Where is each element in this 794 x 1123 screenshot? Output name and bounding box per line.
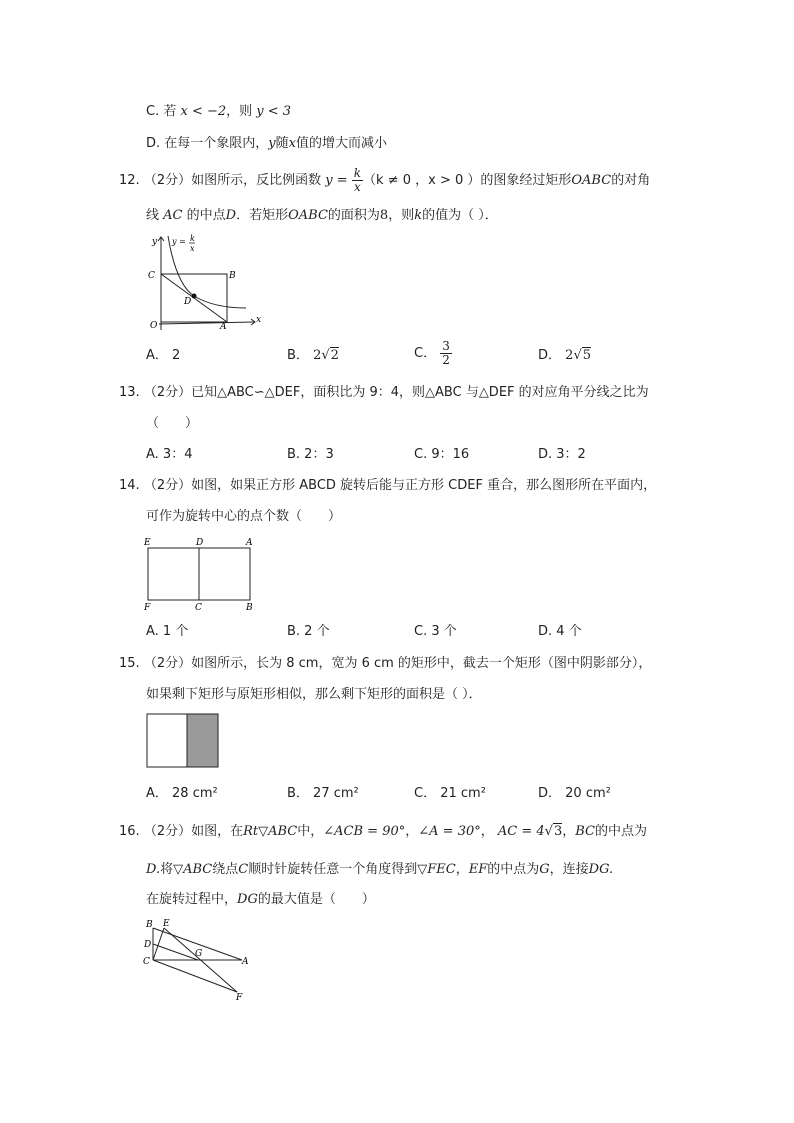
q12-option-b[interactable] bbox=[287, 346, 339, 366]
q12-label-x: x bbox=[256, 315, 262, 325]
q16-stem-line3 bbox=[146, 890, 375, 910]
q12-condition: （k ≠ 0 ，x > 0 ）的图象经过矩形 bbox=[363, 173, 572, 188]
q12-label-fk: k bbox=[190, 234, 195, 243]
q13-stem bbox=[119, 383, 649, 403]
q14-figure bbox=[140, 534, 260, 614]
q12-option-b-coef: 2 bbox=[313, 348, 322, 363]
q16-tri2: ▽FEC bbox=[417, 862, 456, 877]
q15-shaded-region bbox=[187, 714, 218, 767]
q16-label-b: B bbox=[146, 920, 153, 930]
q12-option-a[interactable] bbox=[146, 346, 180, 366]
q14-label-d: D bbox=[196, 538, 204, 548]
q16-l3-a: 在旋转过程中， bbox=[146, 892, 238, 907]
q11-option-c-math2: y < 3 bbox=[256, 104, 292, 119]
q16-rt: Rt▽ABC bbox=[243, 824, 298, 839]
q13-number: 13. bbox=[119, 385, 140, 400]
q12-label-y: y bbox=[152, 237, 158, 247]
q12-point-d bbox=[192, 294, 197, 299]
q12-label-b: B bbox=[229, 271, 236, 281]
q12-l2c: ．若矩形 bbox=[236, 208, 289, 223]
q16-ac: AC = 4 bbox=[497, 824, 545, 839]
q16-number: 16. bbox=[119, 824, 140, 839]
q16-angle2: ∠A = 30° bbox=[418, 824, 481, 839]
q14-option-b[interactable]: B. 2 个 bbox=[287, 624, 330, 639]
q13-option-c[interactable]: C. 9：16 bbox=[414, 447, 470, 462]
q16-l2-c: 顺时针旋转任意一个角度得到 bbox=[248, 862, 418, 877]
q16-ac-rad: 3 bbox=[553, 824, 563, 839]
q11-option-d-y: y bbox=[268, 136, 276, 151]
q16-tri: ▽ABC bbox=[173, 862, 213, 877]
q12-func-den: x bbox=[354, 180, 361, 194]
q15-number: 15. bbox=[119, 656, 140, 671]
q16-bc: BC bbox=[575, 824, 596, 839]
q12-l2e: ，则 bbox=[388, 208, 415, 223]
q12-area: 8 bbox=[379, 208, 389, 223]
q12-option-b-value: 2√2 bbox=[313, 348, 339, 363]
q13-text: （2分）已知△ABC∽△DEF，面积比为 9：4，则△ABC 与△DEF 的对应角平分线之比为 bbox=[143, 385, 649, 400]
q12-ac: AC bbox=[163, 208, 183, 223]
q12-func-fraction bbox=[352, 167, 363, 194]
q16-sep: ， bbox=[405, 824, 419, 839]
q12-label-c: C bbox=[148, 271, 155, 281]
q16-l2-d: D. bbox=[146, 862, 161, 877]
q11-option-c-label: C. 若 bbox=[146, 104, 177, 119]
q12-l2d: 的面积为 bbox=[327, 208, 380, 223]
q16-ef: EF bbox=[468, 862, 488, 877]
q16-stem-line1 bbox=[119, 822, 647, 842]
q14-label-e: E bbox=[144, 538, 151, 548]
q14-label-c: C bbox=[195, 603, 202, 613]
q13-option-b[interactable]: B. 2：3 bbox=[287, 447, 334, 462]
q14-option-a[interactable]: A. 1 个 bbox=[146, 624, 189, 639]
q11-option-c-math: x < −2 bbox=[180, 104, 227, 119]
q12-rect2: OABC bbox=[288, 208, 328, 223]
q12-option-c-label: C． bbox=[414, 346, 437, 361]
q16-label-a: A bbox=[242, 957, 249, 967]
q12-option-b-label: B． bbox=[287, 348, 309, 363]
q12-l2a: 线 bbox=[146, 208, 160, 223]
q16-label-d: D bbox=[144, 940, 152, 950]
q11-option-d-t2: 值的增大而减小 bbox=[296, 136, 388, 151]
q16-label-e: E bbox=[163, 919, 170, 929]
q12-option-d-coef: 2 bbox=[565, 348, 574, 363]
q15-figure bbox=[146, 713, 222, 769]
q12-option-c-den: 2 bbox=[442, 353, 450, 367]
q12-rect: OABC bbox=[571, 173, 612, 188]
q14-label-a: A bbox=[246, 538, 253, 548]
q16-l2-f: ，连接 bbox=[549, 862, 589, 877]
q12-option-d-rad: 5 bbox=[582, 348, 592, 363]
q16-l2-e: 的中点为 bbox=[487, 862, 540, 877]
q14-stem bbox=[119, 476, 656, 496]
q15-option-c[interactable]: C． 21 cm² bbox=[414, 786, 486, 801]
q12-l2f: 的值为（ ）． bbox=[422, 208, 498, 223]
q16-l2-a: 将 bbox=[160, 862, 174, 877]
q12-tail: 的对角 bbox=[611, 173, 651, 188]
q12-option-c-num: 3 bbox=[442, 339, 450, 353]
q12-k: k bbox=[414, 208, 423, 223]
q13-blank-text: （ ） bbox=[146, 416, 199, 431]
q15-stem-line2 bbox=[146, 685, 482, 705]
q16-dg2: DG bbox=[237, 892, 258, 907]
q12-option-b-rad: 2 bbox=[330, 348, 339, 363]
q14-label-f: F bbox=[144, 603, 151, 613]
q16-ac-sqrt: √3 bbox=[544, 824, 563, 839]
q16-angle1: ∠ACB = 90° bbox=[323, 824, 406, 839]
q14-stem-line2 bbox=[146, 507, 341, 527]
q12-label-fx: x bbox=[190, 244, 195, 253]
q15-stem bbox=[119, 654, 651, 674]
q16-text-c: 的中点为 bbox=[595, 824, 648, 839]
q15-text2: 如果剩下矩形与原矩形相似，那么剩下矩形的面积是（ ）． bbox=[146, 687, 482, 702]
q12-option-d-label: D． bbox=[538, 348, 562, 363]
q12-label-d: D bbox=[184, 297, 192, 307]
q12-option-c-frac bbox=[440, 340, 452, 367]
q16-label-c: C bbox=[143, 957, 150, 967]
q13-blank bbox=[146, 414, 198, 434]
q13-option-a[interactable]: A. 3：4 bbox=[146, 447, 193, 462]
q14-label-b: B bbox=[246, 603, 253, 613]
q14-text2: 可作为旋转中心的点个数（ ） bbox=[146, 509, 342, 524]
q16-text-a: （2分）如图，在 bbox=[143, 824, 244, 839]
q16-stem-line2 bbox=[146, 860, 613, 880]
q15-option-a[interactable]: A． 28 cm² bbox=[146, 786, 218, 801]
q12-label-func: y = bbox=[172, 237, 186, 246]
q12-option-d[interactable] bbox=[538, 346, 591, 366]
q16-l3-b: 的最大值是（ ） bbox=[257, 892, 375, 907]
q16-label-f: F bbox=[236, 993, 243, 1002]
q16-dg: DG. bbox=[588, 862, 614, 877]
q16-label-g: G bbox=[195, 949, 203, 959]
q15-option-b[interactable]: B． 27 cm² bbox=[287, 786, 359, 801]
q12-score-text: （2分）如图所示，反比例函数 bbox=[143, 173, 322, 188]
q15-option-d[interactable]: D． 20 cm² bbox=[538, 786, 611, 801]
q13-option-d[interactable]: D. 3：2 bbox=[538, 447, 586, 462]
q16-figure bbox=[140, 916, 260, 1002]
q12-number: 12. bbox=[119, 173, 140, 188]
q16-seg-ce bbox=[153, 928, 164, 960]
q14-option-d[interactable]: D. 4 个 bbox=[538, 624, 582, 639]
q12-option-d-value: 2√5 bbox=[565, 348, 592, 363]
q16-comma3: ， bbox=[455, 862, 469, 877]
q16-comma: ， bbox=[480, 824, 494, 839]
q12-func-lhs: y = bbox=[325, 173, 348, 188]
q11-option-c bbox=[146, 102, 291, 122]
q11-option-d bbox=[146, 134, 387, 154]
q15-text: （2分）如图所示，长为 8 cm，宽为 6 cm 的矩形中，截去一个矩形（图中阴影部分）， bbox=[143, 656, 652, 671]
q16-text-b: 中， bbox=[297, 824, 324, 839]
q11-option-d-x: x bbox=[288, 136, 296, 151]
q16-l2-b: 绕点 bbox=[212, 862, 239, 877]
q11-option-d-label: D. 在每一个象限内， bbox=[146, 136, 269, 151]
q12-figure bbox=[144, 232, 264, 332]
q12-option-a-text: A． 2 bbox=[146, 348, 181, 363]
q12-func-num: k bbox=[353, 166, 362, 180]
q12-stem-line2 bbox=[146, 206, 498, 226]
q12-option-c[interactable] bbox=[414, 340, 452, 367]
q14-number: 14. bbox=[119, 478, 140, 493]
q16-g: G bbox=[539, 862, 550, 877]
q16-c: C bbox=[238, 862, 249, 877]
q14-option-c[interactable]: C. 3 个 bbox=[414, 624, 457, 639]
q12-label-a: A bbox=[220, 322, 227, 332]
q16-seg-cf bbox=[153, 960, 237, 992]
q14-text: （2分）如图，如果正方形 ABCD 旋转后能与正方形 CDEF 重合，那么图形所在平面内， bbox=[143, 478, 657, 493]
q12-label-o: O bbox=[150, 321, 158, 331]
q12-stem-line1 bbox=[119, 166, 650, 196]
q16-comma2: ， bbox=[562, 824, 576, 839]
q11-option-d-t1: 随 bbox=[275, 136, 289, 151]
q12-d: D bbox=[225, 208, 237, 223]
q12-l2b: 的中点 bbox=[186, 208, 226, 223]
q11-option-c-mid: ，则 bbox=[226, 104, 253, 119]
